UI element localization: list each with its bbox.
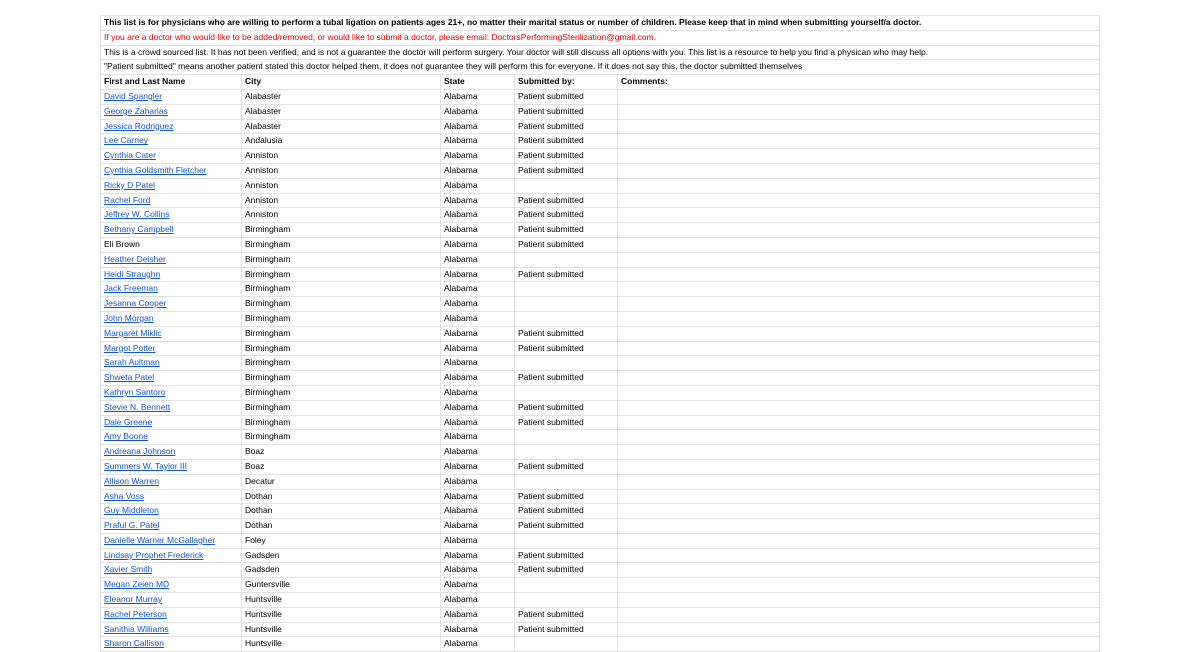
comments-cell bbox=[618, 504, 1100, 518]
state-cell: Alabama bbox=[441, 342, 515, 356]
city-cell: Anniston bbox=[242, 164, 441, 178]
comments-cell bbox=[618, 386, 1100, 400]
doctor-name-link[interactable]: Praful G. Patel bbox=[101, 519, 242, 533]
table-row bbox=[101, 386, 1100, 401]
submitted-by-cell: Patient submitted bbox=[515, 238, 618, 252]
city-cell: Huntsville bbox=[242, 593, 441, 607]
city-cell: Boaz bbox=[242, 445, 441, 459]
submitted-by-cell: Patient submitted bbox=[515, 134, 618, 148]
city-cell: Birmingham bbox=[242, 371, 441, 385]
doctor-name-link[interactable]: Asha Voss bbox=[101, 490, 242, 504]
comments-cell bbox=[618, 460, 1100, 474]
state-cell: Alabama bbox=[441, 549, 515, 563]
note-row bbox=[101, 46, 1100, 61]
comments-cell bbox=[618, 549, 1100, 563]
state-cell: Alabama bbox=[441, 223, 515, 237]
submitted-by-cell: Patient submitted bbox=[515, 519, 618, 533]
state-cell: Alabama bbox=[441, 179, 515, 193]
city-cell: Birmingham bbox=[242, 386, 441, 400]
state-cell: Alabama bbox=[441, 578, 515, 592]
city-cell: Huntsville bbox=[242, 637, 441, 651]
comments-cell bbox=[618, 327, 1100, 341]
state-cell: Alabama bbox=[441, 519, 515, 533]
submitted-by-cell bbox=[515, 593, 618, 607]
comments-cell bbox=[618, 312, 1100, 326]
city-cell: Anniston bbox=[242, 208, 441, 222]
doctor-name-link[interactable]: Guy Middleton bbox=[101, 504, 242, 518]
submitted-by-cell bbox=[515, 534, 618, 548]
comments-cell bbox=[618, 490, 1100, 504]
doctor-name-link[interactable]: Margaret Miklic bbox=[101, 327, 242, 341]
city-cell: Birmingham bbox=[242, 430, 441, 444]
comments-cell bbox=[618, 238, 1100, 252]
city-cell: Anniston bbox=[242, 149, 441, 163]
state-cell: Alabama bbox=[441, 356, 515, 370]
comments-cell bbox=[618, 223, 1100, 237]
doctor-name-link[interactable]: Eleanor Murray bbox=[101, 593, 242, 607]
submitted-by-cell: Patient submitted bbox=[515, 120, 618, 134]
submitted-by-cell bbox=[515, 637, 618, 651]
comments-cell bbox=[618, 268, 1100, 282]
state-cell: Alabama bbox=[441, 120, 515, 134]
table-row bbox=[101, 519, 1100, 534]
state-cell: Alabama bbox=[441, 268, 515, 282]
column-header-city: City bbox=[242, 75, 441, 89]
city-cell: Birmingham bbox=[242, 312, 441, 326]
comments-cell bbox=[618, 253, 1100, 267]
city-cell: Gadsden bbox=[242, 563, 441, 577]
city-cell: Birmingham bbox=[242, 401, 441, 415]
comments-cell bbox=[618, 164, 1100, 178]
doctor-name-link[interactable]: Rachel Peterson bbox=[101, 608, 242, 622]
doctor-name-link[interactable]: Cynthia Goldsmith Fletcher bbox=[101, 164, 242, 178]
table-row bbox=[101, 90, 1100, 105]
table-row bbox=[101, 297, 1100, 312]
submitted-by-cell: Patient submitted bbox=[515, 549, 618, 563]
table-row bbox=[101, 164, 1100, 179]
table-row bbox=[101, 504, 1100, 519]
comments-cell bbox=[618, 134, 1100, 148]
city-cell: Decatur bbox=[242, 475, 441, 489]
comments-cell bbox=[618, 356, 1100, 370]
state-cell: Alabama bbox=[441, 504, 515, 518]
city-cell: Dothan bbox=[242, 519, 441, 533]
doctor-name-link[interactable]: Allison Warren bbox=[101, 475, 242, 489]
table-row bbox=[101, 238, 1100, 253]
column-header-state: State bbox=[441, 75, 515, 89]
table-row bbox=[101, 563, 1100, 578]
submitted-by-cell bbox=[515, 578, 618, 592]
column-header-name: First and Last Name bbox=[101, 75, 242, 89]
note-patient-submitted: "Patient submitted" means another patient stated this doctor helped them, it does not guarantee they will perform this for everyone. If it does not say this, the doctor submitted themselves bbox=[101, 60, 1100, 74]
comments-cell bbox=[618, 593, 1100, 607]
table-row bbox=[101, 490, 1100, 505]
city-cell: Birmingham bbox=[242, 342, 441, 356]
state-cell: Alabama bbox=[441, 637, 515, 651]
city-cell: Anniston bbox=[242, 179, 441, 193]
submitted-by-cell bbox=[515, 297, 618, 311]
doctor-name-link[interactable]: Rachel Ford bbox=[101, 194, 242, 208]
submitted-by-cell: Patient submitted bbox=[515, 608, 618, 622]
table-body bbox=[101, 90, 1100, 652]
doctor-name-link[interactable]: Heidi Straughn bbox=[101, 268, 242, 282]
doctor-name-link[interactable]: Jessica Rodriguez bbox=[101, 120, 242, 134]
table-row bbox=[101, 149, 1100, 164]
doctor-name-link[interactable]: Kathryn Santoro bbox=[101, 386, 242, 400]
submitted-by-cell bbox=[515, 253, 618, 267]
city-cell: Birmingham bbox=[242, 268, 441, 282]
comments-cell bbox=[618, 430, 1100, 444]
table-row bbox=[101, 179, 1100, 194]
comments-cell bbox=[618, 475, 1100, 489]
submitted-by-cell: Patient submitted bbox=[515, 460, 618, 474]
state-cell: Alabama bbox=[441, 475, 515, 489]
table-row bbox=[101, 608, 1100, 623]
comments-cell bbox=[618, 578, 1100, 592]
state-cell: Alabama bbox=[441, 430, 515, 444]
city-cell: Alabaster bbox=[242, 105, 441, 119]
comments-cell bbox=[618, 282, 1100, 296]
table-row bbox=[101, 253, 1100, 268]
comments-cell bbox=[618, 149, 1100, 163]
note-eligibility: This list is for physicians who are willing to perform a tubal ligation on patients ages 21+, no matter their marital status or number of children. Please keep that in mind when submitting yourself/a doctor. bbox=[101, 16, 1100, 30]
state-cell: Alabama bbox=[441, 386, 515, 400]
table-row bbox=[101, 371, 1100, 386]
submitted-by-cell: Patient submitted bbox=[515, 208, 618, 222]
state-cell: Alabama bbox=[441, 534, 515, 548]
state-cell: Alabama bbox=[441, 297, 515, 311]
comments-cell bbox=[618, 563, 1100, 577]
table-row bbox=[101, 475, 1100, 490]
state-cell: Alabama bbox=[441, 253, 515, 267]
city-cell: Dothan bbox=[242, 504, 441, 518]
city-cell: Birmingham bbox=[242, 282, 441, 296]
submitted-by-cell: Patient submitted bbox=[515, 223, 618, 237]
doctor-name-link[interactable]: Jesanna Cooper bbox=[101, 297, 242, 311]
doctor-name-link[interactable]: David Spangler bbox=[101, 90, 242, 104]
state-cell: Alabama bbox=[441, 164, 515, 178]
comments-cell bbox=[618, 297, 1100, 311]
city-cell: Foley bbox=[242, 534, 441, 548]
state-cell: Alabama bbox=[441, 371, 515, 385]
state-cell: Alabama bbox=[441, 149, 515, 163]
state-cell: Alabama bbox=[441, 608, 515, 622]
spreadsheet-table bbox=[100, 15, 1100, 652]
table-row bbox=[101, 105, 1100, 120]
submitted-by-cell: Patient submitted bbox=[515, 105, 618, 119]
doctor-name-link[interactable]: Ricky D Patel bbox=[101, 179, 242, 193]
header-row bbox=[101, 75, 1100, 90]
state-cell: Alabama bbox=[441, 90, 515, 104]
city-cell: Dothan bbox=[242, 490, 441, 504]
table-row bbox=[101, 327, 1100, 342]
submitted-by-cell: Patient submitted bbox=[515, 194, 618, 208]
table-row bbox=[101, 460, 1100, 475]
doctor-name-link[interactable]: Cynthia Cater bbox=[101, 149, 242, 163]
column-header-submitted: Submitted by: bbox=[515, 75, 618, 89]
city-cell: Guntersville bbox=[242, 578, 441, 592]
state-cell: Alabama bbox=[441, 490, 515, 504]
city-cell: Birmingham bbox=[242, 253, 441, 267]
submitted-by-cell: Patient submitted bbox=[515, 623, 618, 637]
submitted-by-cell bbox=[515, 475, 618, 489]
table-row bbox=[101, 578, 1100, 593]
doctor-name-link[interactable]: Lindsay Prophet Frederick bbox=[101, 549, 242, 563]
doctor-name-link[interactable]: Dale Greene bbox=[101, 416, 242, 430]
table-row bbox=[101, 593, 1100, 608]
doctor-name-link[interactable]: Lee Carney bbox=[101, 134, 242, 148]
submitted-by-cell bbox=[515, 312, 618, 326]
comments-cell bbox=[618, 608, 1100, 622]
table-row bbox=[101, 208, 1100, 223]
city-cell: Birmingham bbox=[242, 356, 441, 370]
submitted-by-cell: Patient submitted bbox=[515, 90, 618, 104]
note-disclaimer: This is a crowd sourced list. It has not been verified, and is not a guarantee the doctor will perform surgery. Your doctor will still discuss all options with you. This list is a resource to help you find a physican who may help. bbox=[101, 46, 1100, 60]
state-cell: Alabama bbox=[441, 460, 515, 474]
note-row bbox=[101, 16, 1100, 31]
table-row bbox=[101, 120, 1100, 135]
comments-cell bbox=[618, 105, 1100, 119]
doctor-name-link[interactable]: Jeffrey W. Collins bbox=[101, 208, 242, 222]
table-row bbox=[101, 534, 1100, 549]
city-cell: Boaz bbox=[242, 460, 441, 474]
state-cell: Alabama bbox=[441, 312, 515, 326]
city-cell: Gadsden bbox=[242, 549, 441, 563]
doctor-name-link[interactable]: Megan Zeien MD bbox=[101, 578, 242, 592]
state-cell: Alabama bbox=[441, 327, 515, 341]
comments-cell bbox=[618, 401, 1100, 415]
doctor-name-link[interactable]: Jack Freeman bbox=[101, 282, 242, 296]
city-cell: Birmingham bbox=[242, 327, 441, 341]
submitted-by-cell bbox=[515, 430, 618, 444]
table-row bbox=[101, 430, 1100, 445]
table-row bbox=[101, 134, 1100, 149]
table-row bbox=[101, 342, 1100, 357]
doctor-name-link[interactable]: Andreana Johnson bbox=[101, 445, 242, 459]
state-cell: Alabama bbox=[441, 238, 515, 252]
submitted-by-cell: Patient submitted bbox=[515, 401, 618, 415]
comments-cell bbox=[618, 534, 1100, 548]
city-cell: Alabaster bbox=[242, 120, 441, 134]
state-cell: Alabama bbox=[441, 194, 515, 208]
city-cell: Birmingham bbox=[242, 238, 441, 252]
state-cell: Alabama bbox=[441, 401, 515, 415]
submitted-by-cell bbox=[515, 179, 618, 193]
doctor-name-link[interactable]: Shweta Patel bbox=[101, 371, 242, 385]
doctor-name: Eli Brown bbox=[101, 238, 242, 252]
submitted-by-cell bbox=[515, 282, 618, 296]
city-cell: Alabaster bbox=[242, 90, 441, 104]
submitted-by-cell: Patient submitted bbox=[515, 371, 618, 385]
submitted-by-cell: Patient submitted bbox=[515, 342, 618, 356]
state-cell: Alabama bbox=[441, 563, 515, 577]
submitted-by-cell: Patient submitted bbox=[515, 268, 618, 282]
state-cell: Alabama bbox=[441, 282, 515, 296]
city-cell: Birmingham bbox=[242, 416, 441, 430]
doctor-name-link[interactable]: Margot Potter bbox=[101, 342, 242, 356]
doctor-name-link[interactable]: Xavier Smith bbox=[101, 563, 242, 577]
comments-cell bbox=[618, 342, 1100, 356]
comments-cell bbox=[618, 90, 1100, 104]
city-cell: Andalusia bbox=[242, 134, 441, 148]
submitted-by-cell: Patient submitted bbox=[515, 563, 618, 577]
table-row bbox=[101, 312, 1100, 327]
comments-cell bbox=[618, 194, 1100, 208]
submitted-by-cell: Patient submitted bbox=[515, 149, 618, 163]
submitted-by-cell: Patient submitted bbox=[515, 504, 618, 518]
comments-cell bbox=[618, 637, 1100, 651]
note-contact: If you are a doctor who would like to be added/removed, or would like to submit a doctor, please email: DoctorsPerformingSterilization@gmail.com. bbox=[101, 31, 1100, 45]
submitted-by-cell bbox=[515, 386, 618, 400]
city-cell: Huntsville bbox=[242, 623, 441, 637]
table-row bbox=[101, 549, 1100, 564]
submitted-by-cell bbox=[515, 445, 618, 459]
submitted-by-cell: Patient submitted bbox=[515, 327, 618, 341]
doctor-name-link[interactable]: Bethany Campbell bbox=[101, 223, 242, 237]
state-cell: Alabama bbox=[441, 105, 515, 119]
table-row bbox=[101, 416, 1100, 431]
state-cell: Alabama bbox=[441, 593, 515, 607]
city-cell: Birmingham bbox=[242, 223, 441, 237]
submitted-by-cell: Patient submitted bbox=[515, 164, 618, 178]
comments-cell bbox=[618, 416, 1100, 430]
city-cell: Huntsville bbox=[242, 608, 441, 622]
comments-cell bbox=[618, 120, 1100, 134]
doctor-name-link[interactable]: Danielle Warner McGallagher bbox=[101, 534, 242, 548]
city-cell: Anniston bbox=[242, 194, 441, 208]
submitted-by-cell: Patient submitted bbox=[515, 416, 618, 430]
table-row bbox=[101, 268, 1100, 283]
table-row bbox=[101, 401, 1100, 416]
submitted-by-cell: Patient submitted bbox=[515, 490, 618, 504]
comments-cell bbox=[618, 208, 1100, 222]
doctor-name-link[interactable]: Sanithia Williams bbox=[101, 623, 242, 637]
table-row bbox=[101, 223, 1100, 238]
comments-cell bbox=[618, 445, 1100, 459]
comments-cell bbox=[618, 519, 1100, 533]
table-row bbox=[101, 623, 1100, 638]
doctor-name-link[interactable]: Summers W. Taylor III bbox=[101, 460, 242, 474]
state-cell: Alabama bbox=[441, 416, 515, 430]
doctor-name-link[interactable]: Sharon Callison bbox=[101, 637, 242, 651]
column-header-comments: Comments: bbox=[618, 75, 1100, 89]
table-row bbox=[101, 445, 1100, 460]
doctor-name-link[interactable]: Sarah Aultman bbox=[101, 356, 242, 370]
doctor-name-link[interactable]: Amy Boone bbox=[101, 430, 242, 444]
state-cell: Alabama bbox=[441, 208, 515, 222]
table-row bbox=[101, 282, 1100, 297]
comments-cell bbox=[618, 179, 1100, 193]
doctor-name-link[interactable]: John Morgan bbox=[101, 312, 242, 326]
submitted-by-cell bbox=[515, 356, 618, 370]
table-row bbox=[101, 356, 1100, 371]
state-cell: Alabama bbox=[441, 445, 515, 459]
state-cell: Alabama bbox=[441, 134, 515, 148]
doctor-name-link[interactable]: Heather Deisher bbox=[101, 253, 242, 267]
doctor-name-link[interactable]: George Zaharias bbox=[101, 105, 242, 119]
table-row bbox=[101, 194, 1100, 209]
comments-cell bbox=[618, 371, 1100, 385]
note-row bbox=[101, 60, 1100, 75]
state-cell: Alabama bbox=[441, 623, 515, 637]
city-cell: Birmingham bbox=[242, 297, 441, 311]
doctor-name-link[interactable]: Stevie N. Bennett bbox=[101, 401, 242, 415]
table-row bbox=[101, 637, 1100, 652]
note-row bbox=[101, 31, 1100, 46]
